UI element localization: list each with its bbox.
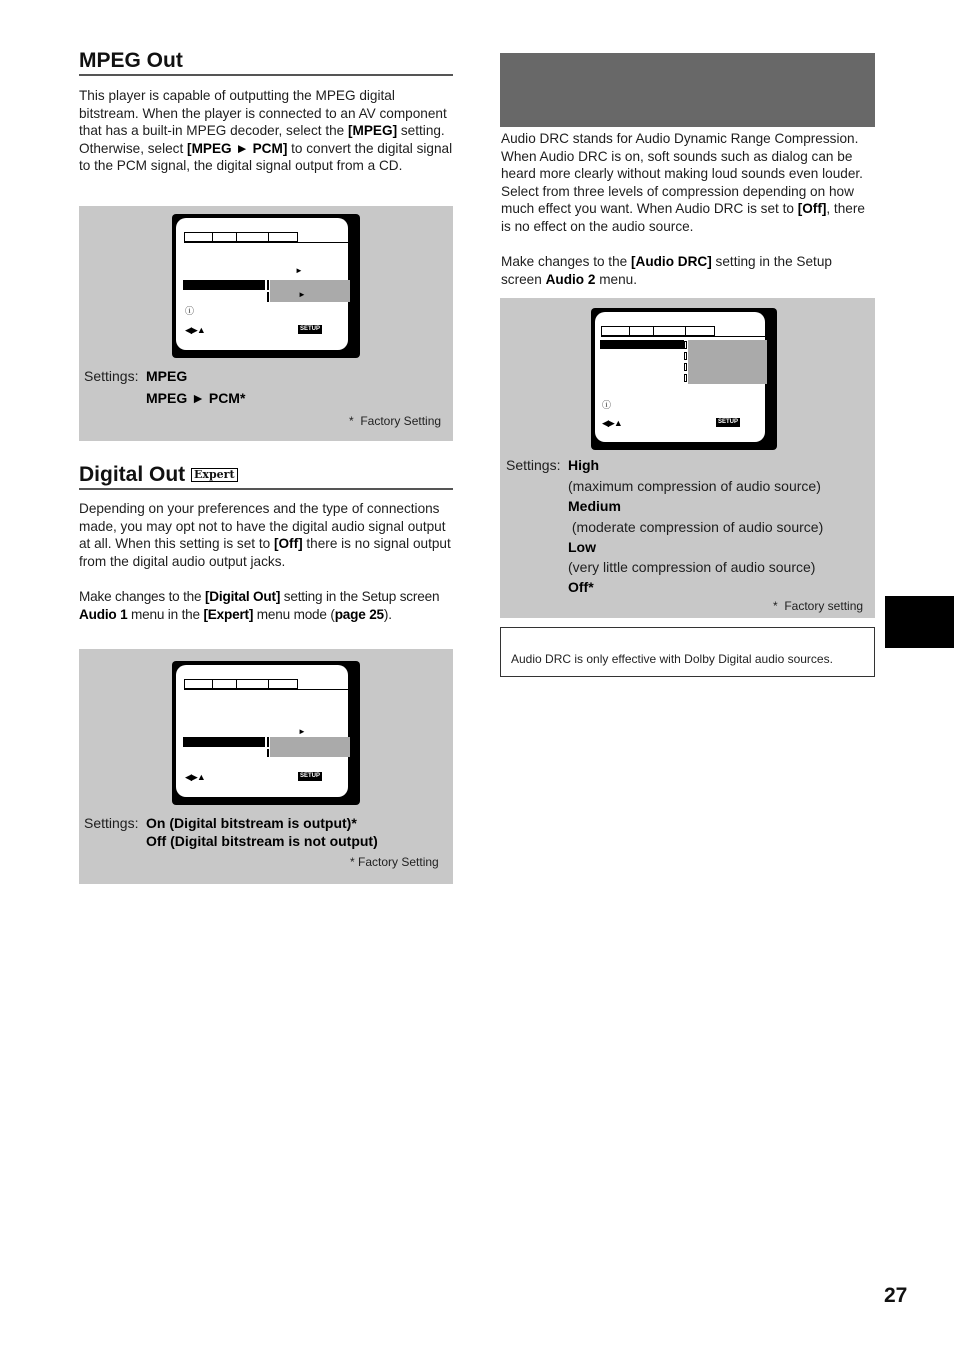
audio-drc-option-high-desc: (maximum compression of audio source) bbox=[568, 478, 821, 494]
setup-button-icon: SETUP bbox=[300, 773, 321, 779]
audio-drc-header-bar bbox=[500, 53, 875, 127]
submenu-arrow-icon: ► bbox=[298, 727, 306, 736]
digital-out-settings-panel bbox=[79, 649, 453, 884]
screen-tabs bbox=[184, 679, 298, 689]
selected-row bbox=[183, 280, 265, 290]
setup-button-icon: SETUP bbox=[300, 326, 321, 332]
screen-tabs bbox=[601, 326, 715, 336]
option-highlight bbox=[270, 737, 350, 757]
info-icon: ⓘ bbox=[185, 306, 195, 316]
selected-row bbox=[600, 340, 684, 349]
submenu-arrow-icon: ► bbox=[295, 266, 303, 275]
audio-drc-option-high: High bbox=[568, 457, 600, 473]
audio-drc-option-medium: Medium bbox=[568, 498, 621, 514]
expert-badge: Expert bbox=[191, 468, 238, 482]
nav-arrows-icon: ◀▶▲ bbox=[185, 772, 205, 782]
mpeg-out-option-mpeg: MPEG bbox=[146, 368, 188, 384]
audio-drc-note-text: Audio DRC is only effective with Dolby Digital audio sources. bbox=[511, 652, 833, 666]
nav-arrows-icon: ◀▶▲ bbox=[602, 418, 622, 428]
mpeg-out-rule bbox=[79, 74, 453, 76]
mpeg-out-screen-image bbox=[172, 214, 360, 358]
mpeg-out-option-pcm: MPEG ► PCM* bbox=[146, 390, 246, 406]
digital-out-factory-note: * Factory Setting bbox=[350, 855, 439, 869]
mpeg-out-factory-note: * Factory Setting bbox=[349, 414, 442, 428]
nav-arrows-icon: ◀▶▲ bbox=[185, 325, 205, 335]
digital-out-option-on: On (Digital bitstream is output)* bbox=[146, 815, 357, 831]
audio-drc-screen-image bbox=[591, 308, 777, 450]
mpeg-out-heading: MPEG Out bbox=[79, 49, 183, 72]
digital-out-screen-image bbox=[172, 661, 360, 805]
submenu-arrow-icon: ► bbox=[298, 290, 306, 299]
audio-drc-paragraph-2: Make changes to the [Audio DRC] setting in the Setup screen Audio 2 menu. bbox=[501, 254, 832, 287]
audio-drc-settings-panel bbox=[500, 298, 875, 618]
chapter-side-tab bbox=[885, 596, 954, 648]
option-highlight bbox=[270, 280, 350, 302]
audio-drc-option-off: Off* bbox=[568, 579, 594, 595]
mpeg-out-paragraph: This player is capable of outputting the MPEG digital bitstream. When the player is connected to an AV component that has a built-in MPEG decoder, select the [MPEG] setting. Otherwise, select [MPEG ► PCM] to convert the digital signal to the PCM signal, the digital signal output from a CD. bbox=[79, 88, 453, 174]
digital-out-option-off: Off (Digital bitstream is not output) bbox=[146, 833, 378, 849]
mpeg-out-settings-label: Settings: bbox=[84, 368, 139, 384]
info-icon: ⓘ bbox=[602, 400, 612, 410]
digital-out-paragraph-2: Make changes to the [Digital Out] setting in the Setup screen Audio 1 menu in the [Expert] menu mode (page 25). bbox=[79, 589, 440, 622]
selected-row bbox=[183, 737, 265, 747]
audio-drc-paragraph: Audio DRC stands for Audio Dynamic Range Compression. When Audio DRC is on, soft sounds such as dialog can be heard more clearly without making loud sounds even louder. Select from three levels of compression depending on how much effect you want. When Audio DRC is set to [Off], there is no effect on the audio source. bbox=[501, 131, 865, 234]
audio-drc-settings-label: Settings: bbox=[506, 457, 561, 473]
option-highlight bbox=[688, 340, 767, 384]
digital-out-paragraph: Depending on your preferences and the type of connections made, you may opt not to have the digital audio signal output at all. When this setting is set to [Off] there is no signal output from the digital audio output jacks. bbox=[79, 501, 451, 569]
digital-out-heading: Digital Out Expert bbox=[79, 463, 238, 487]
audio-drc-option-low: Low bbox=[568, 539, 596, 555]
digital-out-rule bbox=[79, 488, 453, 490]
digital-out-settings-label: Settings: bbox=[84, 815, 139, 831]
audio-drc-option-low-desc: (very little compression of audio source) bbox=[568, 559, 816, 575]
audio-drc-option-medium-desc: (moderate compression of audio source) bbox=[568, 519, 824, 535]
audio-drc-note-box bbox=[500, 627, 875, 677]
mpeg-out-settings-panel bbox=[79, 206, 453, 441]
page-number: 27 bbox=[884, 1284, 908, 1307]
audio-drc-options-list bbox=[568, 455, 868, 597]
audio-drc-factory-note: * Factory setting bbox=[773, 599, 864, 613]
screen-tabs bbox=[184, 232, 298, 242]
setup-button-icon: SETUP bbox=[718, 419, 739, 425]
